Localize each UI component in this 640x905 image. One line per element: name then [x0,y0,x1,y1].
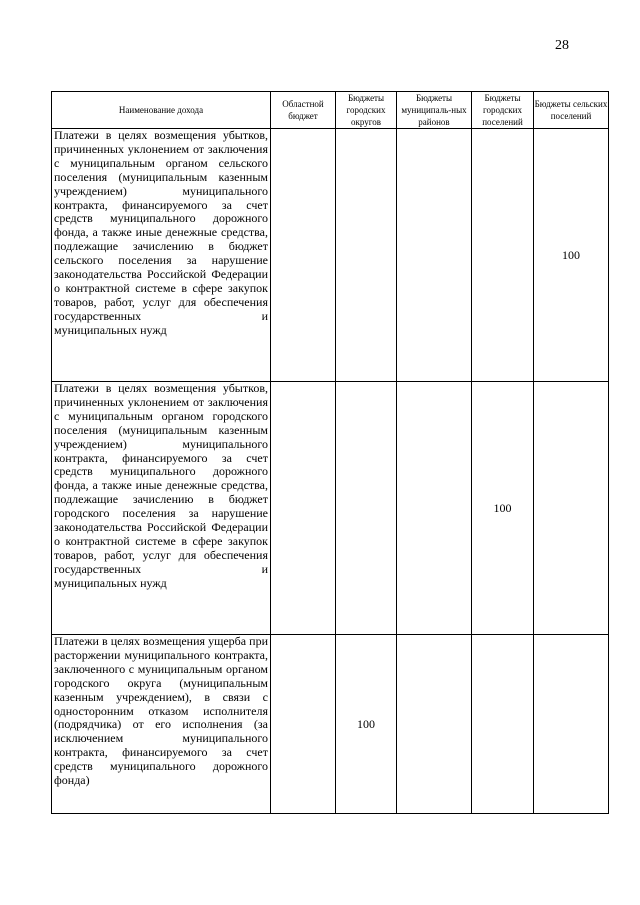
value-regional [271,382,336,635]
value-city-district: 100 [336,635,397,814]
table-header-row [52,92,609,129]
header-rural-settlement-budgets: Бюджеты сельских поселений [534,92,609,129]
income-table [51,91,609,814]
value-regional [271,635,336,814]
header-city-district-budgets: Бюджеты городских округов [336,92,397,129]
header-urban-settlement-budgets: Бюджеты городских поселений [472,92,534,129]
value-city-district [336,129,397,382]
table-row [52,635,609,814]
page-number: 28 [555,38,569,53]
income-name-last-line: муниципальных нужд [54,575,167,590]
table-row [52,382,609,635]
header-municipal-district-budgets: Бюджеты муниципаль-ных районов [397,92,472,129]
value-rural-settlement: 100 [534,129,609,382]
value-urban-settlement [472,635,534,814]
income-name-text: Платежи в целях возмещения убытков, причиненных уклонением от заключения с муниципальным органом городского поселения (муниципальным казенным учреждением) муниципального контракта, финансируемого за счет средств муниципального дорожного фонда, а также иные денежные средства, подлежащие зачислению в бюджет городского поселения за нарушение законодательства Российской Федерации о контрактной системе в сфере закупок товаров, работ, услуг для обеспечения государственных и [54,381,268,576]
value-municipal-district [397,635,472,814]
value-rural-settlement [534,635,609,814]
income-name-cell [52,635,271,814]
value-municipal-district [397,129,472,382]
value-urban-settlement [472,129,534,382]
header-income-name: Наименование дохода [52,92,271,129]
income-name-text: Платежи в целях возмещения убытков, причиненных уклонением от заключения с муниципальным органом сельского поселения (муниципальным казенным учреждением) муниципального контракта, финансируемого за счет средств муниципального дорожного фонда, а также иные денежные средства, подлежащие зачислению в бюджет сельского поселения за нарушение законодательства Российской Федерации о контрактной системе в сфере закупок товаров, работ, услуг для обеспечения государственных и [54,128,268,323]
value-regional [271,129,336,382]
table-row [52,129,609,382]
value-rural-settlement [534,382,609,635]
income-name-cell [52,129,271,382]
income-name-cell [52,382,271,635]
income-name-text: Платежи в целях возмещения ущерба при расторжении муниципального контракта, заключенного с муниципальным органом городского округа (муниципальным казенным учреждением), в связи с односторонним отказом исполнителя (подрядчика) от его исполнения (за исключением муниципального контракта, финансируемого за счет средств муниципального дорожного [54,634,268,774]
value-urban-settlement: 100 [472,382,534,635]
value-municipal-district [397,382,472,635]
income-name-last-line: фонда) [54,773,90,788]
value-city-district [336,382,397,635]
income-name-last-line: муниципальных нужд [54,322,167,337]
header-regional-budget: Областной бюджет [271,92,336,129]
